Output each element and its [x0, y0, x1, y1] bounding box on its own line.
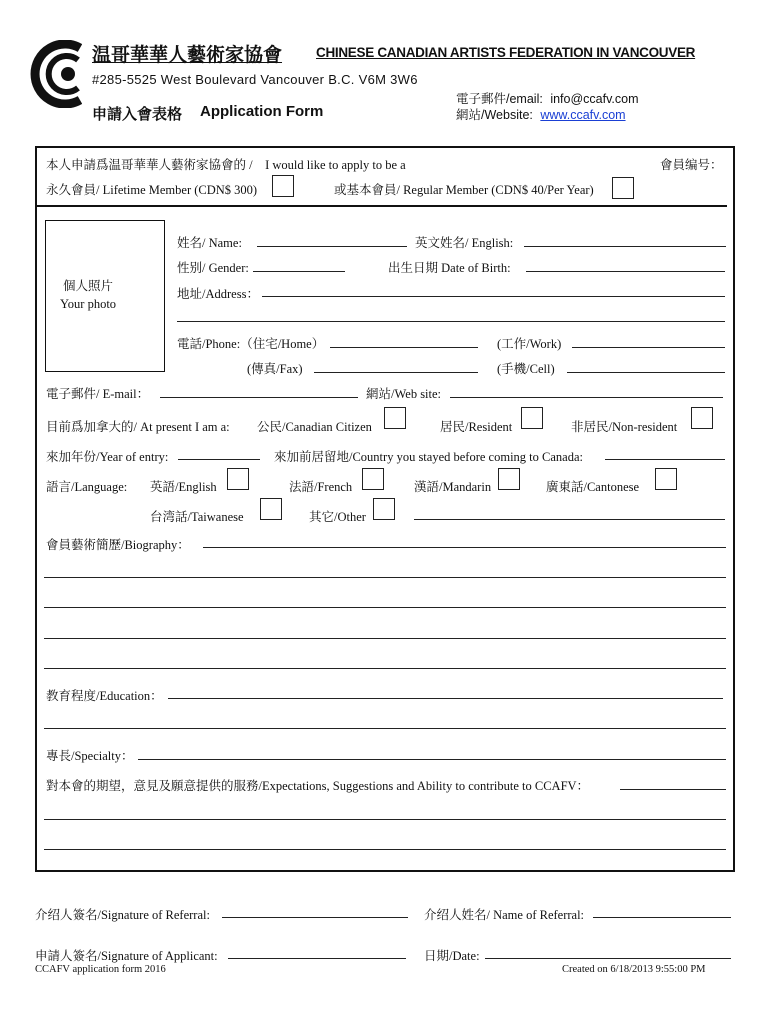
year-of-entry-field[interactable] [178, 459, 260, 460]
citizen-checkbox[interactable] [384, 407, 406, 429]
expectations-field-1[interactable] [620, 789, 726, 790]
specialty-label: 專長/Specialty： [46, 749, 134, 763]
org-name-en: CHINESE CANADIAN ARTISTS FEDERATION IN VANCOUVER [316, 45, 696, 60]
email-label: 電子郵件/ E-mail： [46, 387, 150, 401]
education-label: 教育程度/Education： [46, 689, 163, 703]
cell-field[interactable] [567, 372, 725, 373]
other-label: 其它/Other [309, 510, 366, 524]
fax-label: (傳真/Fax) [247, 362, 303, 376]
contact-email-value: info@ccafv.com [550, 92, 639, 106]
country-before-field[interactable] [605, 459, 725, 460]
photo-box[interactable] [45, 220, 165, 372]
org-logo [30, 40, 82, 108]
apply-text: 本人申請爲温哥華華人藝術家協會的 / I would like to apply to be a [46, 158, 406, 172]
other-checkbox[interactable] [373, 498, 395, 520]
resident-checkbox[interactable] [521, 407, 543, 429]
org-address: #285-5525 West Boulevard Vancouver B.C. V6M 3W6 [92, 72, 418, 87]
education-field-2[interactable] [44, 728, 726, 729]
education-field-1[interactable] [168, 698, 723, 699]
taiwanese-label: 台湾話/Taiwanese [150, 510, 244, 524]
website-field[interactable] [450, 397, 723, 398]
website-label: 網站/Web site: [366, 387, 442, 401]
footer-created-on: Created on 6/18/2013 9:55:00 PM [562, 964, 706, 975]
gender-label: 性别/ Gender: [177, 261, 249, 275]
cantonese-label: 廣東話/Cantonese [546, 480, 640, 494]
referral-name-field[interactable] [593, 917, 731, 918]
lifetime-member-label: 永久會員/ Lifetime Member (CDN$ 300) [46, 183, 258, 197]
referral-name-label: 介绍人姓名/ Name of Referral: [424, 908, 585, 922]
dob-field[interactable] [526, 271, 725, 272]
footer-form-version: CCAFV application form 2016 [35, 964, 166, 975]
biography-field-2[interactable] [44, 577, 726, 578]
applicant-signature-label: 申請人簽名/Signature of Applicant: [35, 949, 218, 963]
referral-signature-label: 介绍人簽名/Signature of Referral: [35, 908, 210, 922]
taiwanese-checkbox[interactable] [260, 498, 282, 520]
french-checkbox[interactable] [362, 468, 384, 490]
member-number-label: 會員编号： [660, 158, 723, 172]
address-field-1[interactable] [262, 296, 725, 297]
status-label: 目前爲加拿大的/ At present I am a: [46, 420, 230, 434]
biography-field-3[interactable] [44, 607, 726, 608]
dob-label: 出生日期 Date of Birth: [388, 261, 511, 275]
expectations-label: 對本會的期望，意見及願意提供的服務/Expectations, Suggestions and Ability to contribute to CCAFV： [46, 779, 590, 793]
french-label: 法語/French [289, 480, 353, 494]
cantonese-checkbox[interactable] [655, 468, 677, 490]
form-title-en: Application Form [200, 103, 324, 120]
name-label: 姓名/ Name: [177, 236, 242, 250]
website-link[interactable]: www.ccafv.com [540, 108, 626, 122]
date-field[interactable] [485, 958, 731, 959]
name-field[interactable] [257, 246, 407, 247]
english-name-label: 英文姓名/ English: [415, 236, 514, 250]
address-field-2[interactable] [177, 321, 725, 322]
biography-field-4[interactable] [44, 638, 726, 639]
applicant-signature-field[interactable] [228, 958, 406, 959]
biography-label: 會員藝術簡歷/Biography： [46, 538, 190, 552]
photo-label-en: Your photo [60, 297, 117, 311]
phone-work-label: (工作/Work) [497, 337, 562, 351]
form-title-zh: 申請入會表格 [92, 106, 183, 123]
regular-member-checkbox[interactable] [612, 177, 634, 199]
citizen-label: 公民/Canadian Citizen [257, 420, 372, 434]
other-language-field[interactable] [414, 519, 725, 520]
english-label: 英語/English [150, 480, 217, 494]
biography-field-5[interactable] [44, 668, 726, 669]
biography-field-1[interactable] [203, 547, 726, 548]
non-resident-checkbox[interactable] [691, 407, 713, 429]
address-label: 地址/Address： [177, 287, 259, 301]
gender-field[interactable] [253, 271, 345, 272]
language-label: 語言/Language: [46, 480, 128, 494]
expectations-field-2[interactable] [44, 819, 726, 820]
phone-home-label: 電話/Phone:（住宅/Home） [177, 337, 325, 351]
specialty-field[interactable] [138, 759, 726, 760]
contact-email-label: 電子郵件/email: [456, 92, 543, 106]
english-name-field[interactable] [524, 246, 726, 247]
referral-signature-field[interactable] [222, 917, 408, 918]
email-field[interactable] [160, 397, 358, 398]
org-name-zh: 温哥華華人藝術家協會 [92, 45, 283, 66]
membership-divider [37, 205, 727, 207]
fax-field[interactable] [314, 372, 478, 373]
phone-home-field[interactable] [330, 347, 478, 348]
expectations-field-3[interactable] [44, 849, 726, 850]
contact-website [456, 105, 626, 123]
photo-label-zh: 個人照片 [63, 279, 114, 293]
cell-label: (手機/Cell) [497, 362, 555, 376]
date-label: 日期/Date: [424, 949, 480, 963]
phone-work-field[interactable] [572, 347, 725, 348]
non-resident-label: 非居民/Non-resident [571, 420, 678, 434]
year-of-entry-label: 來加年份/Year of entry: [46, 450, 169, 464]
lifetime-member-checkbox[interactable] [272, 175, 294, 197]
english-checkbox[interactable] [227, 468, 249, 490]
contact-website-label: 網站/Website: [456, 108, 533, 122]
mandarin-label: 漢語/Mandarin [414, 480, 492, 494]
regular-member-label: 或基本會員/ Regular Member (CDN$ 40/Per Year) [334, 183, 594, 197]
mandarin-checkbox[interactable] [498, 468, 520, 490]
resident-label: 居民/Resident [440, 420, 513, 434]
ccafv-logo-icon [30, 40, 82, 108]
country-before-label: 來加前居留地/Country you stayed before coming to Canada: [274, 450, 583, 464]
